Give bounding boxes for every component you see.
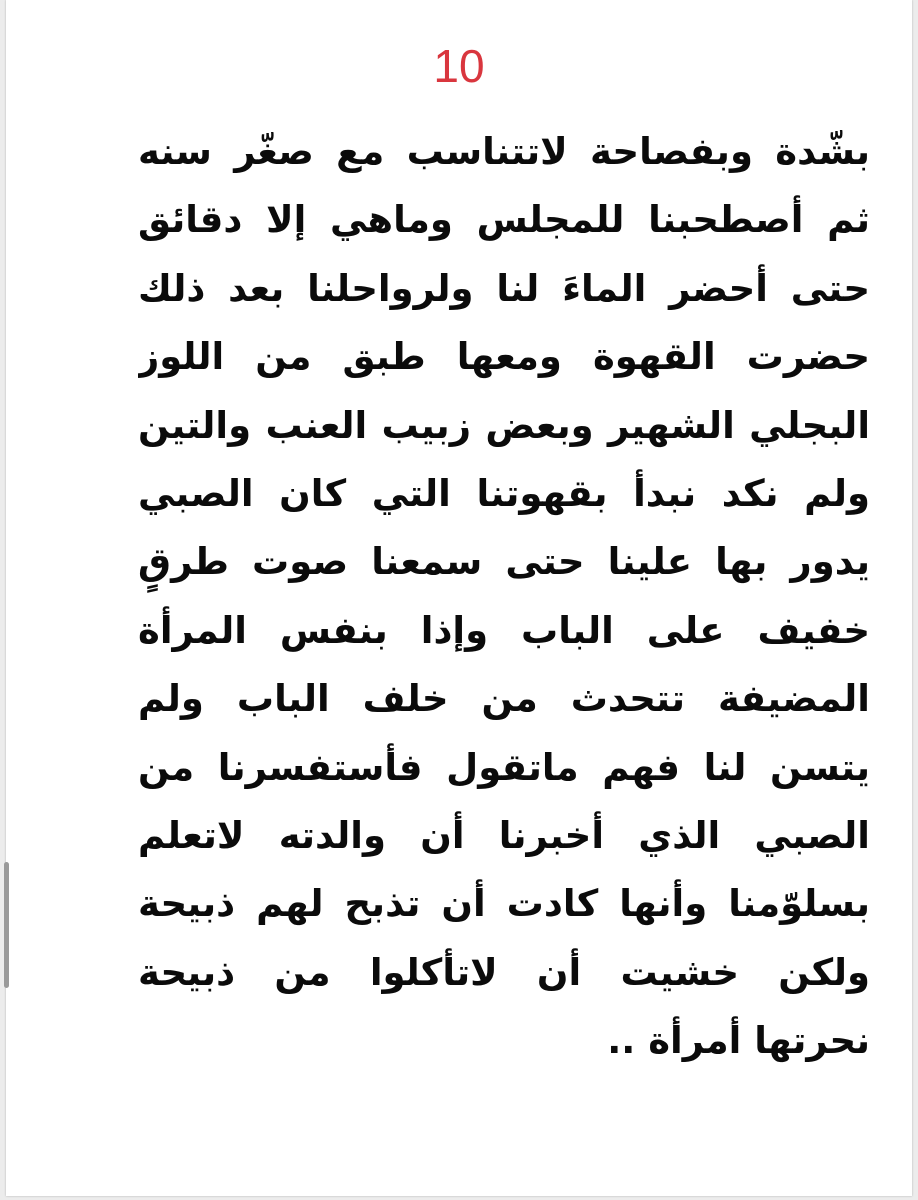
- scrollbar-handle[interactable]: [4, 862, 9, 988]
- text-line: بسلوّمنا وأنها كادت أن تذبح لهم ذبيحة: [138, 882, 870, 926]
- page-number: 10: [433, 40, 485, 92]
- text-line: يتسن لنا فهم ماتقول فأستفسرنا من: [138, 745, 870, 789]
- text-line: ثم أصطحبنا للمجلس وماهي إلا دقائق: [138, 198, 870, 242]
- text-line: الصبي الذي أخبرنا أن والدته لاتعلم: [138, 813, 870, 857]
- body-text: [138, 118, 870, 1075]
- text-line: ولكن خشيت أن لاتأكلوا من ذبيحة: [138, 950, 870, 994]
- text-line: بشّدة وبفصاحة لاتتناسب مع صغّر سنه: [138, 130, 870, 173]
- text-line: البجلي الشهير وبعض زبيب العنب والتين: [138, 403, 870, 447]
- text-line: المضيفة تتحدث من خلف الباب ولم: [138, 677, 870, 721]
- text-line: خفيف على الباب وإذا بنفس المرأة: [138, 608, 870, 652]
- text-line: ولم نكد نبدأ بقهوتنا التي كان الصبي: [138, 471, 870, 515]
- text-line: حضرت القهوة ومعها طبق من اللوز: [138, 335, 870, 379]
- document-page: [6, 0, 912, 1196]
- text-line: حتى أحضر الماءَ لنا ولرواحلنا بعد ذلك: [138, 266, 870, 310]
- text-line: يدور بها علينا حتى سمعنا صوت طرقٍ: [138, 540, 870, 584]
- text-line-last: نحرتها أمرأة ..: [607, 1019, 870, 1063]
